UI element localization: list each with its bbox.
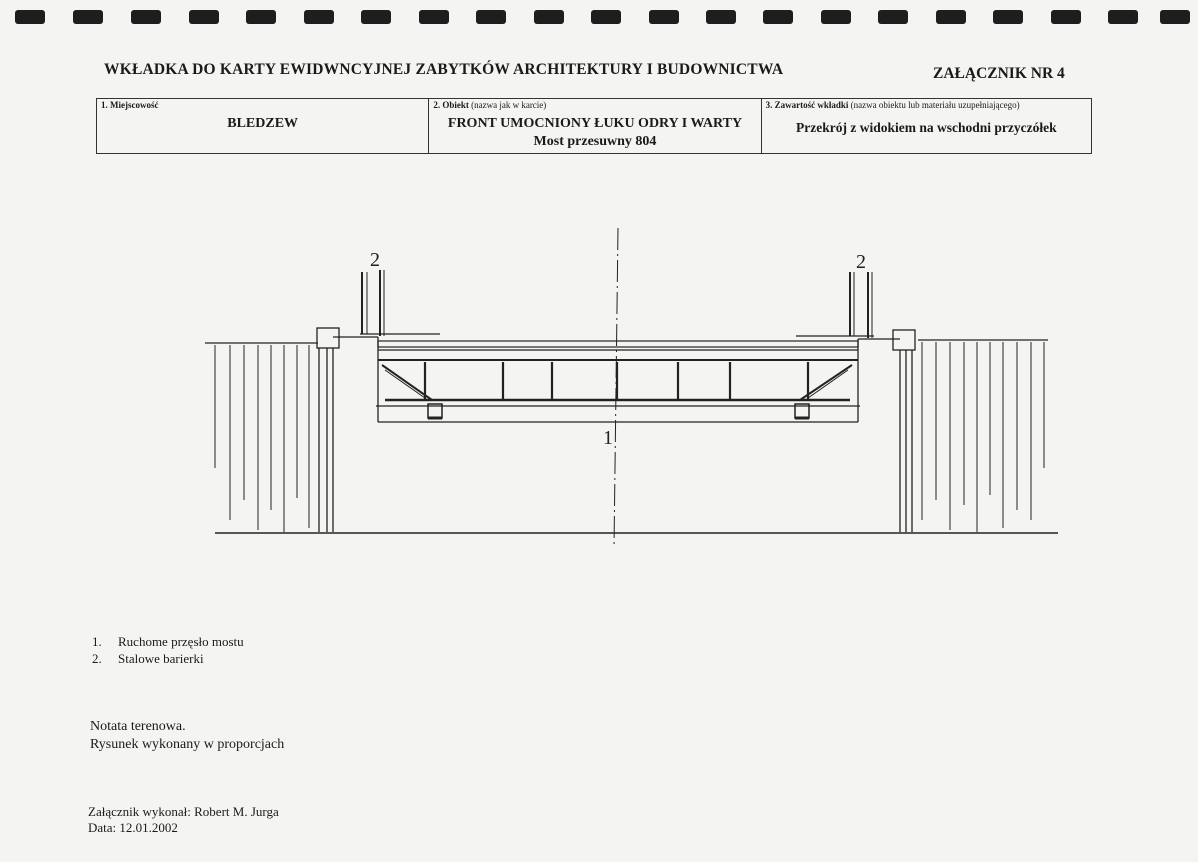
cell-object-value-1: FRONT UMOCNIONY ŁUKU ODRY I WARTY: [447, 116, 743, 131]
legend: [92, 633, 244, 667]
legend-item: 1. Ruchome przęsło mostu: [92, 634, 244, 649]
annex-number: ZAŁĄCZNIK NR 4: [933, 65, 1065, 82]
marker-right: 2: [856, 251, 866, 273]
marker-left: 2: [370, 249, 380, 271]
footer-author: Załącznik wykonał: Robert M. Jurga: [88, 804, 279, 819]
cell-object-label: 2. Obiekt (nazwa jak w karcie): [433, 100, 547, 110]
cell-content-label: 3. Zawartość wkładki (nazwa obiektu lub materiału uzupełniającego): [765, 100, 1020, 110]
cell-content-value: Przekrój z widokiem na wschodni przyczółek: [796, 120, 1057, 135]
notes-line-2: Rysunek wykonany w proporcjach: [90, 737, 285, 752]
document-title: WKŁADKA DO KARTY EWIDWNCYJNEJ ZABYTKÓW ARCHITEKTURY I BUDOWNICTWA: [104, 61, 784, 78]
legend-item: 2. Stalowe barierki: [92, 651, 204, 666]
cell-locality-value: BLEDZEW: [227, 116, 299, 131]
notes-line-1: Notata terenowa.: [90, 719, 186, 734]
cell-object-value-2: Most przesuwny 804: [533, 134, 657, 149]
footer-date: Data: 12.01.2002: [88, 820, 178, 835]
footer: [88, 804, 279, 836]
cell-locality-label: 1. Miejscowość: [101, 100, 159, 110]
field-notes: [90, 718, 284, 754]
marker-center: 1: [603, 427, 613, 449]
